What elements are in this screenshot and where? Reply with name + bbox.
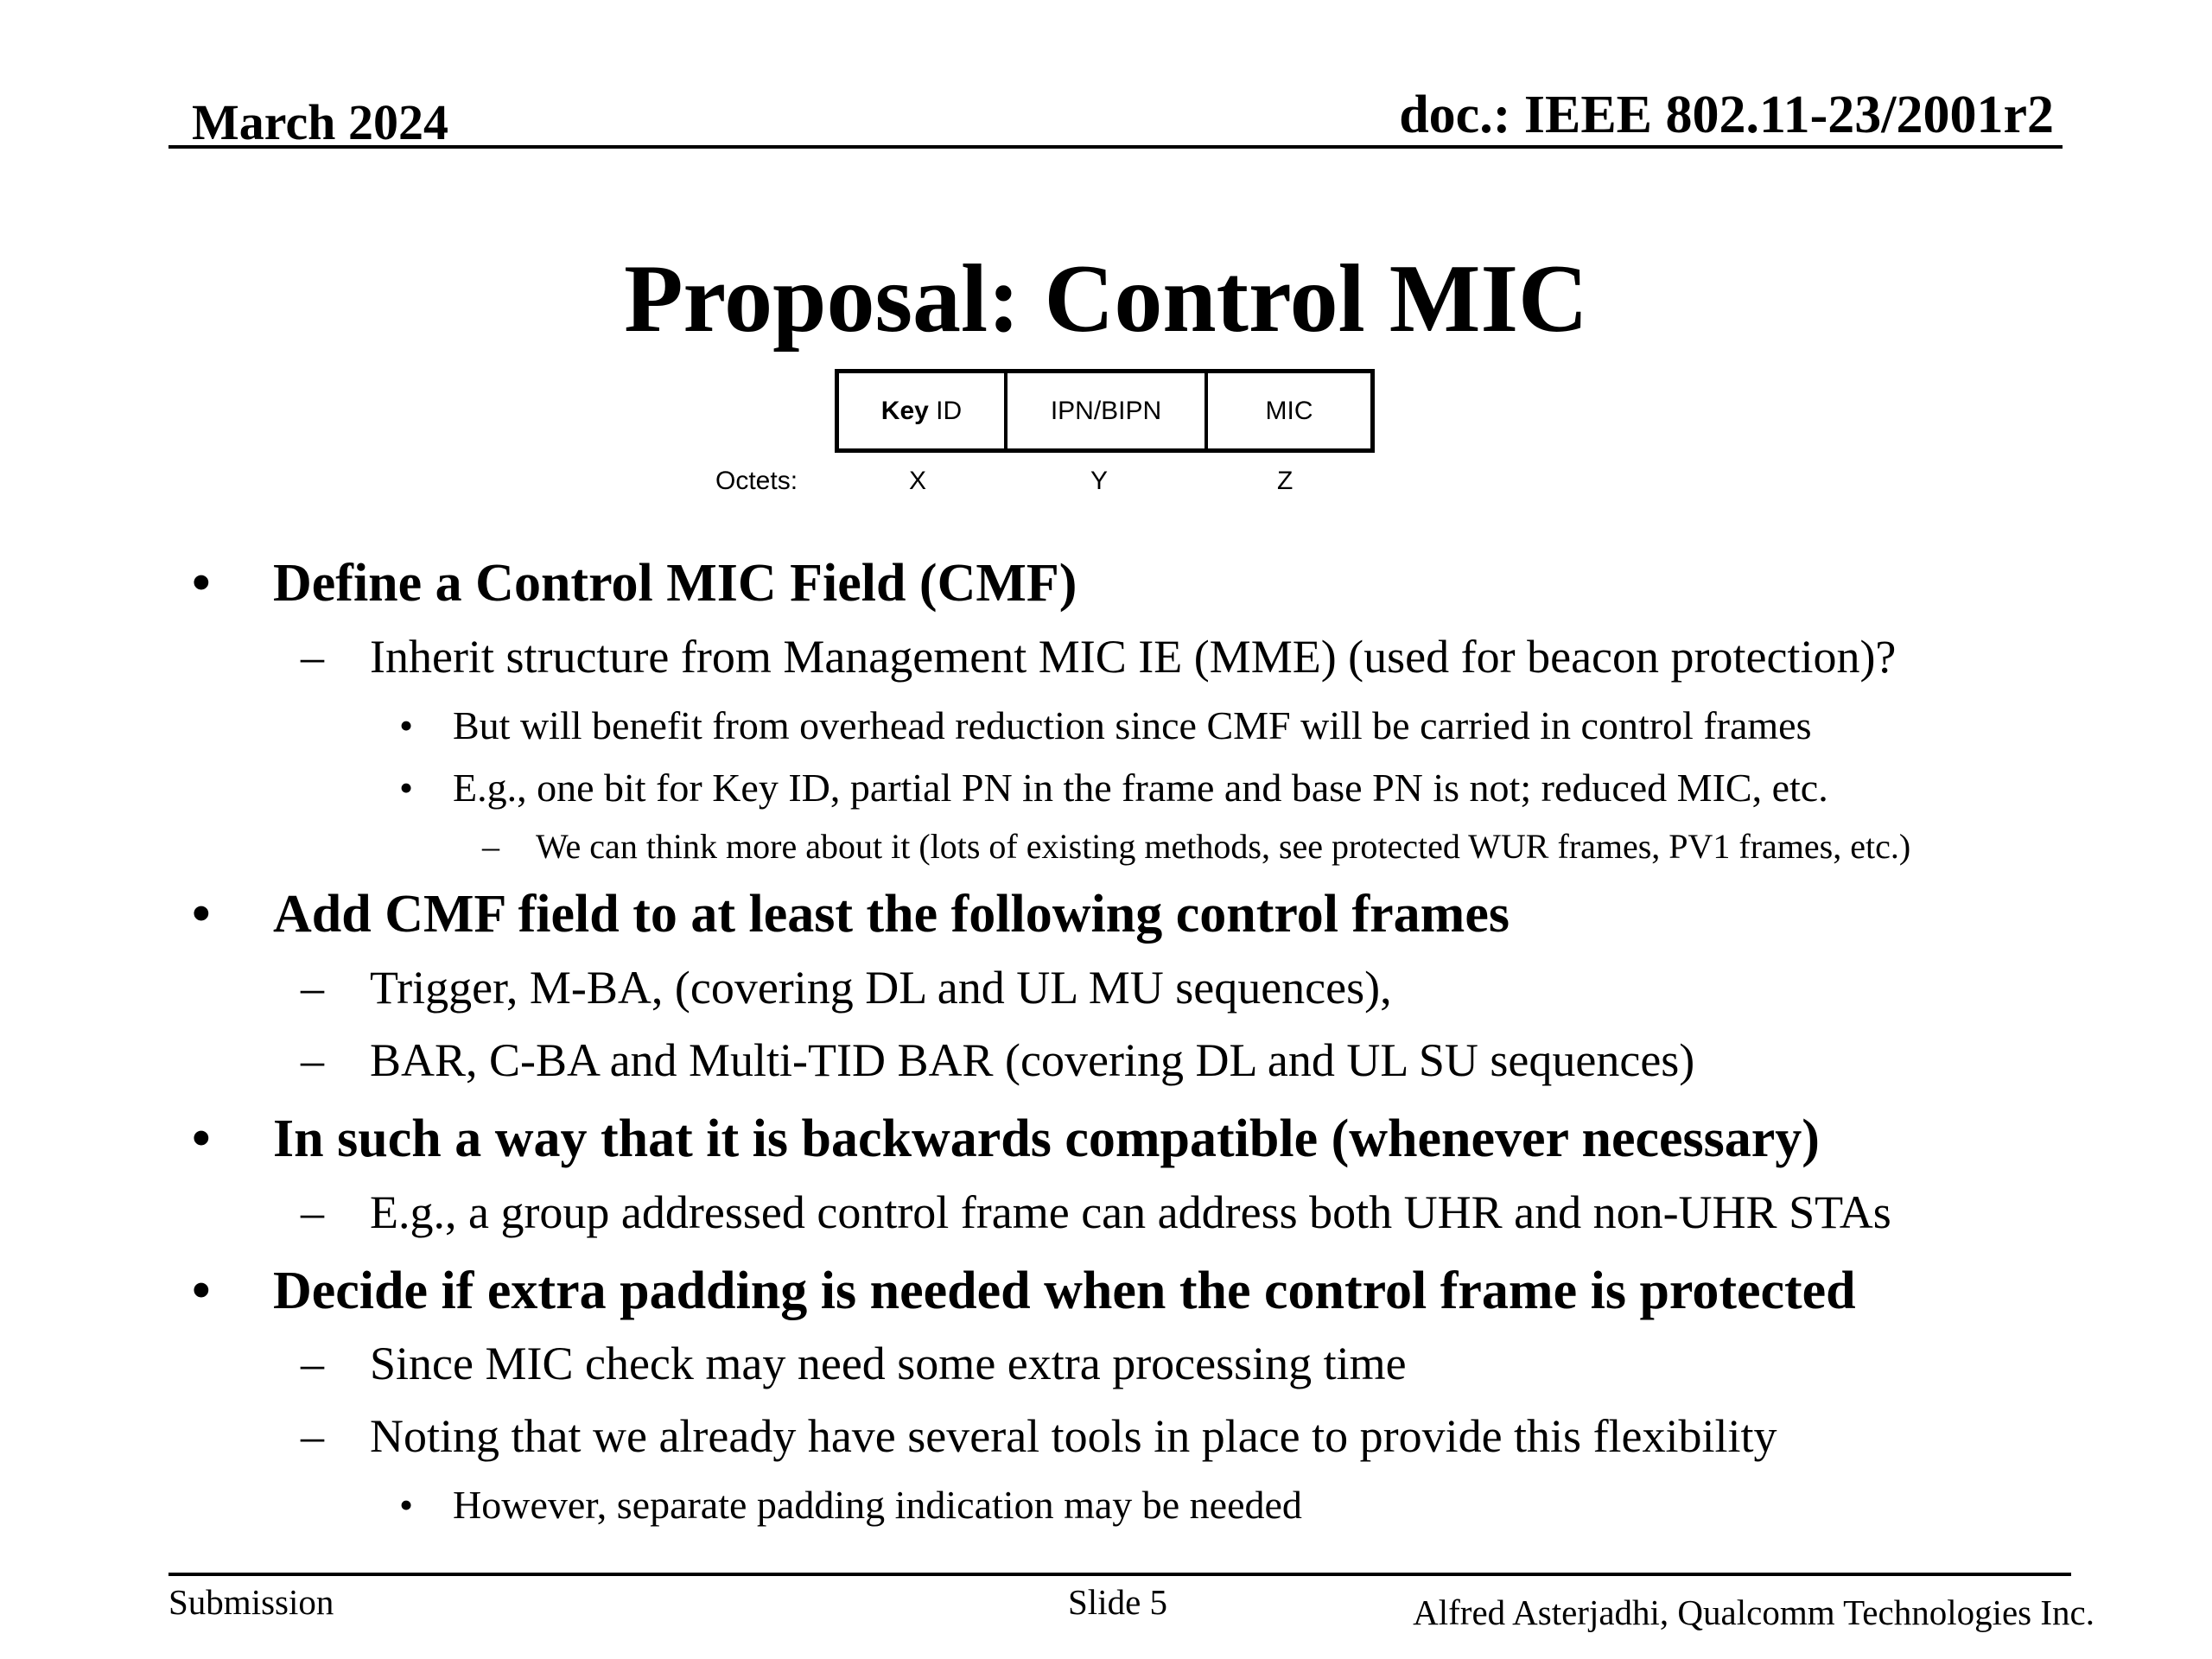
bullet-text: In such a way that it is backwards compatible (whenever necessary) xyxy=(273,1109,1820,1168)
slide-title: Proposal: Control MIC xyxy=(624,245,1588,353)
bullet-text: E.g., a group addressed control frame can address both UHR and non-UHR STAs xyxy=(370,1186,1891,1238)
header-divider xyxy=(168,145,2063,149)
footer-submission: Submission xyxy=(168,1582,334,1622)
field-ipn-bipn-label: IPN/BIPN xyxy=(1050,396,1162,425)
field-cell-key-id xyxy=(839,373,1004,448)
field-key-id-bold: Key xyxy=(880,396,929,425)
bullet-marker: • xyxy=(399,766,414,810)
octets-mic: Z xyxy=(1277,467,1294,495)
dash-marker: – xyxy=(301,1410,324,1462)
dash-marker: – xyxy=(301,1186,324,1238)
footer-slide-number: Slide 5 xyxy=(1068,1582,1168,1622)
bullet-text: However, separate padding indication may be needed xyxy=(453,1483,1302,1527)
header-doc-id: doc.: IEEE 802.11-23/2001r2 xyxy=(1399,86,2054,144)
field-key-id-rest: ID xyxy=(928,396,963,425)
octets-ipn-bipn: Y xyxy=(1090,467,1109,495)
bullet-text: Noting that we already have several tools in place to provide this flexibility xyxy=(370,1410,1777,1462)
bullet-text: Decide if extra padding is needed when the control frame is protected xyxy=(273,1262,1856,1320)
octets-label: Octets: xyxy=(715,467,798,495)
bullet-text: Trigger, M-BA, (covering DL and UL MU sequences), xyxy=(370,962,1392,1014)
field-cell-ipn-bipn xyxy=(1004,373,1205,448)
bullet-text: Add CMF field to at least the following control frames xyxy=(273,885,1510,944)
bullet-text: BAR, C-BA and Multi-TID BAR (covering DL and UL SU sequences) xyxy=(370,1034,1695,1086)
bullet-text: We can think more about it (lots of existing methods, see protected WUR frames, PV1 frames, etc.) xyxy=(536,827,1911,866)
bullet-marker: • xyxy=(192,1109,211,1168)
bullet-marker: • xyxy=(192,554,211,613)
octets-key-id: X xyxy=(909,467,927,495)
field-cell-mic xyxy=(1205,373,1370,448)
dash-marker: – xyxy=(301,1338,324,1389)
dash-marker: – xyxy=(301,962,324,1014)
control-mic-field-table xyxy=(835,369,1375,453)
bullet-text: Inherit structure from Management MIC IE (MME) (used for beacon protection)? xyxy=(370,631,1897,683)
bullet-text: Define a Control MIC Field (CMF) xyxy=(273,554,1077,613)
bullet-marker: • xyxy=(192,1262,211,1320)
bullet-text: But will benefit from overhead reduction since CMF will be carried in control frames xyxy=(453,703,1812,747)
dash-marker: – xyxy=(301,1034,324,1086)
bullet-marker: • xyxy=(192,885,211,944)
bullet-marker: • xyxy=(399,703,414,747)
field-mic-label: MIC xyxy=(1265,396,1313,425)
dash-marker: – xyxy=(482,827,499,866)
footer-author: Alfred Asterjadhi, Qualcomm Technologies Inc. xyxy=(1413,1592,2094,1632)
bullet-marker: • xyxy=(399,1483,414,1527)
bullet-text: Since MIC check may need some extra processing time xyxy=(370,1338,1407,1389)
header-date: March 2024 xyxy=(192,94,448,150)
footer-divider xyxy=(168,1573,2071,1576)
dash-marker: – xyxy=(301,631,324,683)
bullet-text: E.g., one bit for Key ID, partial PN in the frame and base PN is not; reduced MIC, etc. xyxy=(453,766,1828,810)
